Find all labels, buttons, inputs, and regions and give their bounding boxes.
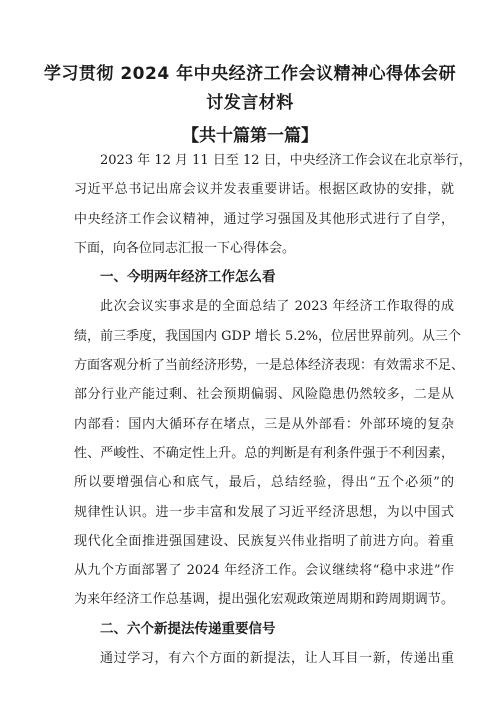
text-line: 现代化全面推进强国建设、民族复兴伟业指明了前进方向。着重 (74, 533, 454, 549)
text-line: 通过学习，有六个方面的新提法，让人耳目一新，传递出重 (100, 651, 454, 667)
text-line: 此次会议实事求是的全面总结了 2023 年经济工作取得的成 (100, 299, 454, 315)
section-heading-1: 一、今明两年经济工作怎么看 (100, 269, 276, 286)
text-line: 习近平总书记出席会议并发表重要讲话。根据区政协的安排，就 (74, 182, 454, 198)
text-line: 性、严峻性、不确定性上升。总的判断是有利条件强于不利因素， (74, 445, 454, 461)
document-body (74, 146, 472, 673)
text-line: 绩，前三季度，我国国内 GDP 增长 5.2%，位居世界前列。从三个 (74, 328, 461, 344)
text-line: 部分行业产能过剩、社会预期偏弱、风险隐患仍然较多，二是从 (74, 387, 454, 403)
section-heading-2: 二、六个新提法传递重要信号 (100, 620, 276, 637)
text-line: 为来年经济工作总基调，提出强化宏观政策逆周期和跨周期调节。 (74, 592, 454, 608)
document-subtitle: 【共十篇第一篇】 (182, 126, 318, 146)
document-title-line-1: 学习贯彻 2024 年中央经济工作会议精神心得体会研 (43, 64, 457, 84)
text-line: 所以要增强信心和底气，最后，总结经验，得出“五个必须”的 (74, 475, 454, 491)
paragraph-section-1 (74, 292, 465, 614)
paragraph-section-2 (74, 644, 454, 673)
text-line: 方面客观分析了当前经济形势，一是总体经济表现：有效需求不足、 (74, 358, 465, 374)
text-line: 下面，向各位同志汇报一下心得体会。 (74, 240, 296, 256)
document-title-line-2: 讨发言材料 (206, 93, 294, 113)
text-line: 规律性认识。进一步丰富和发展了习近平经济思想，为以中国式 (74, 504, 454, 520)
text-line: 从九个方面部署了 2024 年经济工作。会议继续将“稳中求进”作 (74, 563, 454, 579)
paragraph-intro (74, 146, 472, 263)
text-line: 2023 年 12 月 11 日至 12 日，中央经济工作会议在北京举行， (100, 153, 472, 168)
text-line: 内部看：国内大循环存在堵点，三是从外部看：外部环境的复杂 (74, 416, 454, 432)
text-line: 中央经济工作会议精神，通过学习强国及其他形式进行了自学， (74, 211, 454, 227)
